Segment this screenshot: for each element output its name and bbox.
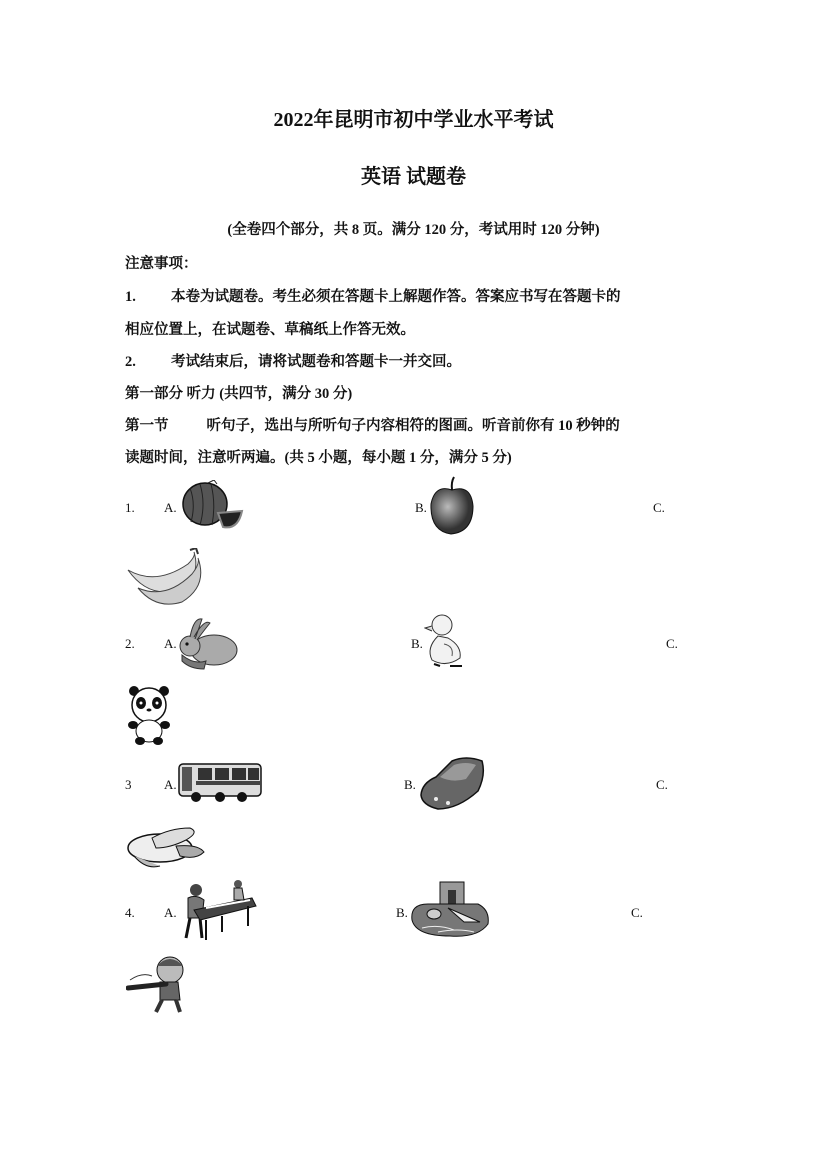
section1-instructions xyxy=(125,414,620,435)
apple-image xyxy=(427,476,477,538)
duck-image xyxy=(424,612,468,672)
section1-instructions-cont: 读题时间，注意听两遍。(共 5 小题，每小题 1 分，满分 5 分) xyxy=(125,450,512,466)
baseball-image xyxy=(126,952,190,1014)
table-tennis-image xyxy=(176,880,258,944)
question-number: 2. xyxy=(125,636,135,651)
option-a-label: A. xyxy=(164,636,177,651)
notes-heading: 注意事项： xyxy=(125,256,198,272)
swimming-image xyxy=(408,880,492,938)
watermelon-image xyxy=(178,480,244,530)
bananas-image xyxy=(126,548,204,606)
option-a-label: A. xyxy=(164,500,177,515)
part1-heading: 第一部分 听力 (共四节，满分 30 分) xyxy=(125,386,353,402)
note-1 xyxy=(125,285,621,306)
note-1-cont: 相应位置上，在试题卷、草稿纸上作答无效。 xyxy=(125,322,415,338)
option-b-label: B. xyxy=(396,905,408,920)
note-number: 2. xyxy=(125,354,136,370)
option-a-label: A. xyxy=(164,777,177,792)
option-c-label: C. xyxy=(656,777,668,792)
rabbit-image xyxy=(176,615,240,671)
option-a-label: A. xyxy=(164,905,177,920)
section1-text: 听句子，选出与所听句子内容相符的图画。听音前你有 10 秒钟的 xyxy=(206,418,620,434)
option-c-label: C. xyxy=(653,500,665,515)
option-c-label: C. xyxy=(631,905,643,920)
section1-label: 第一节 xyxy=(125,418,169,434)
question-number: 4. xyxy=(125,905,135,920)
exam-info: (全卷四个部分，共 8 页。满分 120 分，考试用时 120 分钟) xyxy=(227,222,600,238)
option-b-label: B. xyxy=(404,777,416,792)
note-text: 本卷为试题卷。考生必须在答题卡上解题作答。答案应书写在答题卡的 xyxy=(171,289,621,305)
question-number: 1. xyxy=(125,500,135,515)
option-b-label: B. xyxy=(411,636,423,651)
option-b-label: B. xyxy=(415,500,427,515)
note-number: 1. xyxy=(125,289,136,305)
bus-image xyxy=(176,761,264,805)
exam-title: 2022年昆明市初中学业水平考试 xyxy=(273,109,554,131)
option-c-label: C. xyxy=(666,636,678,651)
panda-image xyxy=(126,683,176,745)
question-number: 3 xyxy=(125,777,132,792)
note-2 xyxy=(125,350,461,371)
plane-image xyxy=(126,826,206,872)
exam-subtitle: 英语 试题卷 xyxy=(361,166,466,188)
car-image xyxy=(418,755,488,813)
note-text: 考试结束后，请将试题卷和答题卡一并交回。 xyxy=(171,354,461,370)
